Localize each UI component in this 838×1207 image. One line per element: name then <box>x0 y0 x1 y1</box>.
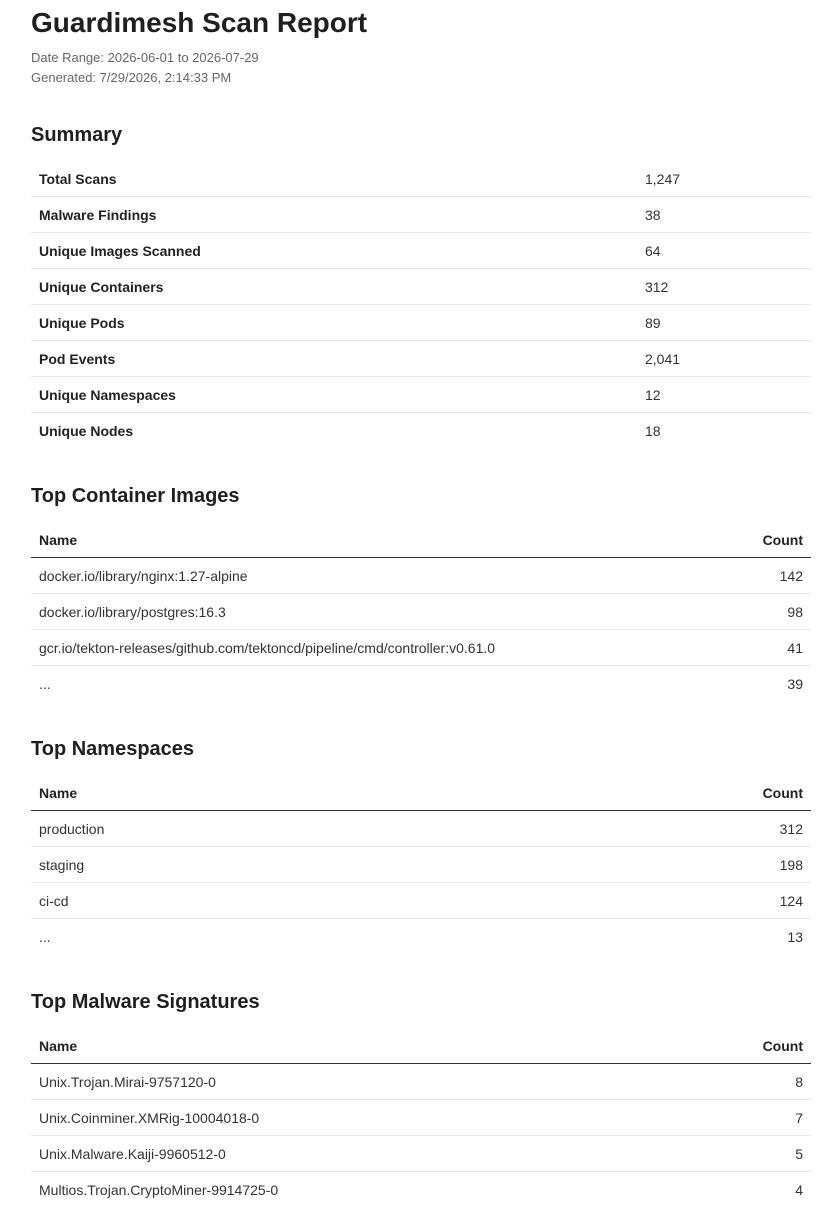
table-header-row <box>31 522 811 558</box>
namespace-name: ci-cd <box>31 883 492 919</box>
summary-heading: Summary <box>31 123 122 147</box>
top-namespaces-heading: Top Namespaces <box>31 737 194 761</box>
summary-label: Unique Images Scanned <box>31 233 637 269</box>
page-title: Guardimesh Scan Report <box>31 6 367 40</box>
column-header-name: Name <box>31 522 728 558</box>
table-header-row <box>31 1028 811 1064</box>
summary-row-malware-findings <box>31 197 811 233</box>
namespace-count: 198 <box>492 847 811 883</box>
summary-value: 1,247 <box>637 161 811 197</box>
summary-value: 38 <box>637 197 811 233</box>
table-row <box>31 883 811 919</box>
table-row <box>31 811 811 847</box>
namespace-count: 312 <box>492 811 811 847</box>
column-header-count: Count <box>670 1028 811 1064</box>
namespace-name: production <box>31 811 492 847</box>
signature-count: 7 <box>670 1100 811 1136</box>
signature-name: Unix.Malware.Kaiji-9960512-0 <box>31 1136 670 1172</box>
table-row <box>31 558 811 594</box>
table-row <box>31 1172 811 1207</box>
column-header-name: Name <box>31 1028 670 1064</box>
top-images-heading: Top Container Images <box>31 484 240 508</box>
summary-label: Pod Events <box>31 341 637 377</box>
namespace-count: 13 <box>492 919 811 955</box>
date-range: Date Range: 2026-06-01 to 2026-07-29 <box>31 50 259 66</box>
image-count: 142 <box>728 558 811 594</box>
top-malware-table <box>31 1028 811 1207</box>
summary-value: 18 <box>637 413 811 449</box>
table-row <box>31 594 811 630</box>
signature-count: 8 <box>670 1064 811 1100</box>
table-row <box>31 630 811 666</box>
table-row <box>31 1136 811 1172</box>
summary-value: 312 <box>637 269 811 305</box>
column-header-count: Count <box>492 775 811 811</box>
table-row <box>31 847 811 883</box>
signature-count: 5 <box>670 1136 811 1172</box>
summary-row-unique-pods <box>31 305 811 341</box>
namespace-name: ... <box>31 919 492 955</box>
top-malware-heading: Top Malware Signatures <box>31 990 260 1014</box>
image-count: 41 <box>728 630 811 666</box>
summary-label: Unique Namespaces <box>31 377 637 413</box>
column-header-count: Count <box>728 522 811 558</box>
top-namespaces-table <box>31 775 811 954</box>
table-row <box>31 1100 811 1136</box>
summary-value: 12 <box>637 377 811 413</box>
summary-label: Unique Pods <box>31 305 637 341</box>
table-row <box>31 666 811 702</box>
summary-label: Unique Containers <box>31 269 637 305</box>
namespace-name: staging <box>31 847 492 883</box>
summary-value: 2,041 <box>637 341 811 377</box>
summary-label: Total Scans <box>31 161 637 197</box>
table-header-row <box>31 775 811 811</box>
summary-row-unique-namespaces <box>31 377 811 413</box>
table-row <box>31 919 811 955</box>
summary-row-total-scans <box>31 161 811 197</box>
image-name: docker.io/library/postgres:16.3 <box>31 594 728 630</box>
summary-row-unique-containers <box>31 269 811 305</box>
image-count: 98 <box>728 594 811 630</box>
summary-label: Malware Findings <box>31 197 637 233</box>
image-name: ... <box>31 666 728 702</box>
summary-value: 89 <box>637 305 811 341</box>
summary-value: 64 <box>637 233 811 269</box>
summary-row-unique-nodes <box>31 413 811 449</box>
column-header-name: Name <box>31 775 492 811</box>
generated-timestamp: Generated: 7/29/2026, 2:14:33 PM <box>31 70 231 86</box>
image-count: 39 <box>728 666 811 702</box>
summary-row-unique-images <box>31 233 811 269</box>
signature-name: Unix.Coinminer.XMRig-10004018-0 <box>31 1100 670 1136</box>
summary-row-pod-events <box>31 341 811 377</box>
table-row <box>31 1064 811 1100</box>
namespace-count: 124 <box>492 883 811 919</box>
summary-label: Unique Nodes <box>31 413 637 449</box>
signature-count: 4 <box>670 1172 811 1207</box>
top-images-table <box>31 522 811 701</box>
signature-name: Unix.Trojan.Mirai-9757120-0 <box>31 1064 670 1100</box>
signature-name: Multios.Trojan.CryptoMiner-9914725-0 <box>31 1172 670 1207</box>
image-name: gcr.io/tekton-releases/github.com/tektoncd/pipeline/cmd/controller:v0.61.0 <box>31 630 728 666</box>
image-name: docker.io/library/nginx:1.27-alpine <box>31 558 728 594</box>
summary-table <box>31 161 811 448</box>
